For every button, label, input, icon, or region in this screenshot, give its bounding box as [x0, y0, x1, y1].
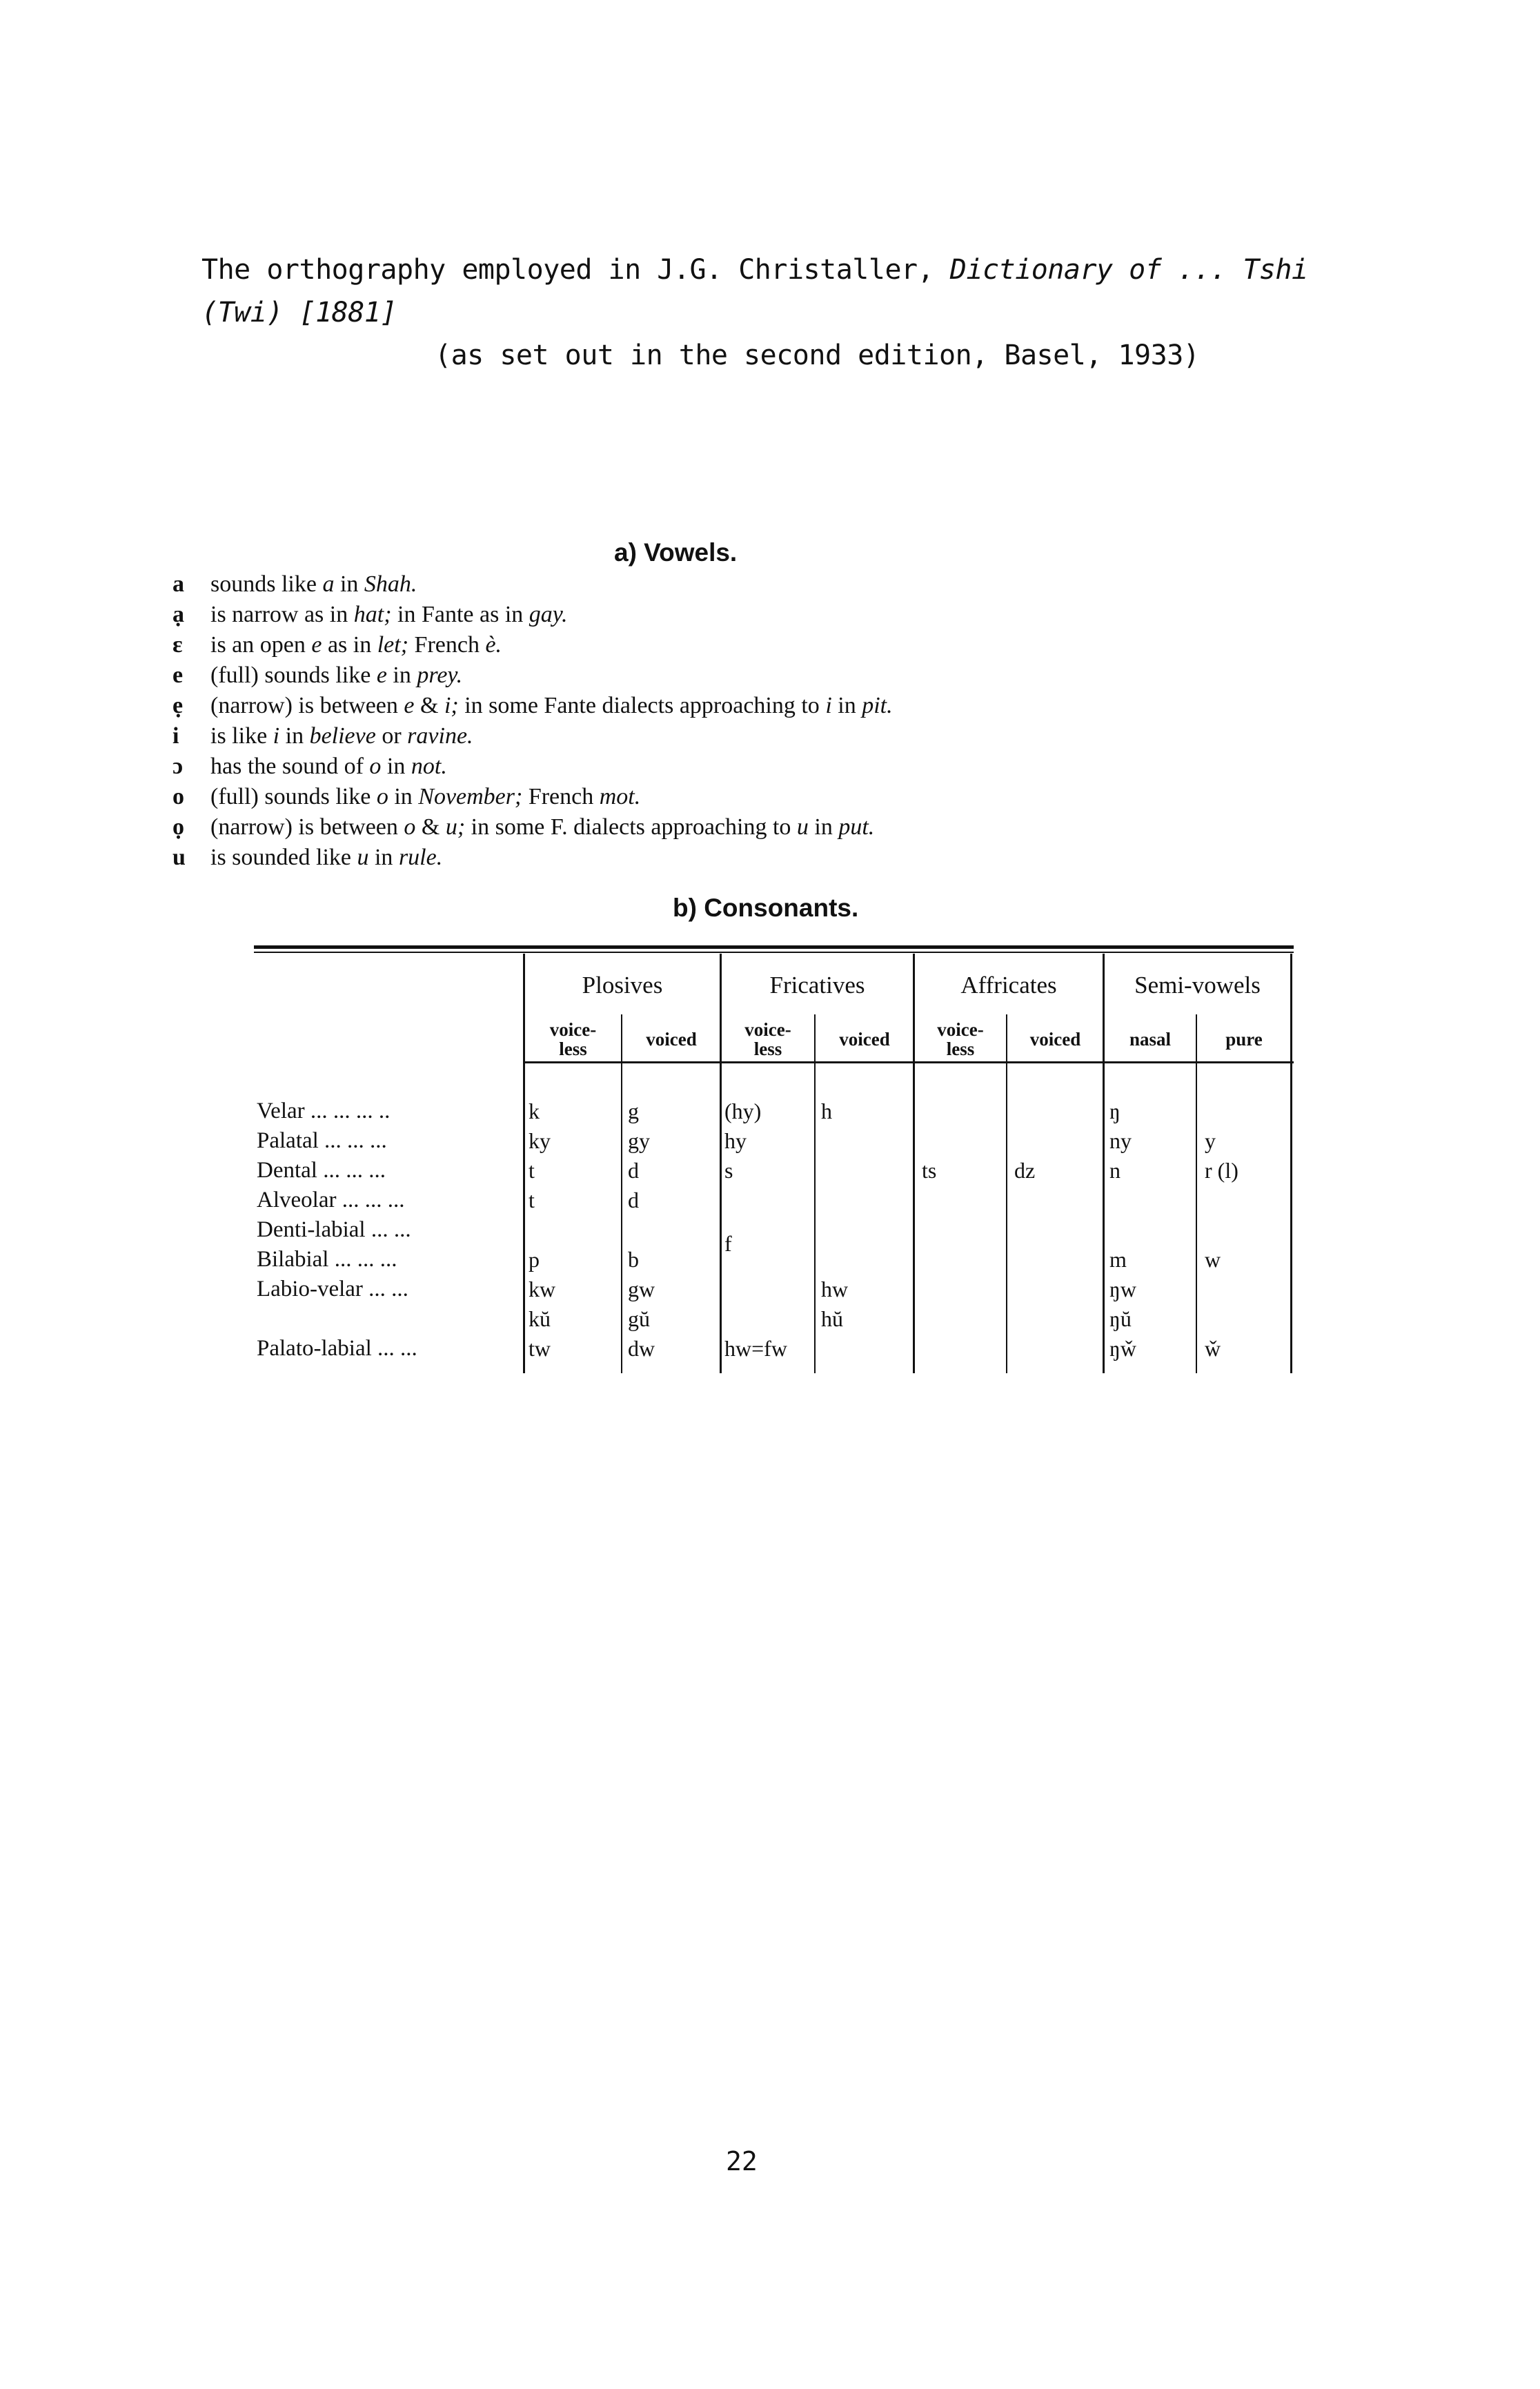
- col-divider: [1196, 1014, 1197, 1373]
- table-cell: t: [529, 1188, 535, 1212]
- vowel-description: sounds like a in Shah.: [210, 571, 417, 597]
- header-line-1: [201, 248, 1361, 334]
- vowel-description: (full) sounds like e in prey.: [210, 662, 463, 688]
- table-cell: m: [1109, 1247, 1127, 1272]
- table-cell: ny: [1109, 1128, 1132, 1153]
- group-head-plosives: Plosives: [582, 972, 663, 999]
- vowel-letter: a: [172, 571, 184, 597]
- page-number: 22: [726, 2146, 758, 2176]
- subhead-text: voice-: [937, 1019, 984, 1040]
- vowel-letter: ɛ: [172, 632, 183, 658]
- vowel-description: is narrow as in hat; in Fante as in gay.: [210, 602, 568, 627]
- col-divider: [621, 1014, 622, 1373]
- row-label: Labio-velar ... ...: [257, 1277, 408, 1301]
- subhead-text: voice-: [744, 1019, 791, 1040]
- subhead-fricatives-voiceless: [722, 1020, 814, 1059]
- row-label: Bilabial ... ... ...: [257, 1247, 397, 1272]
- table-cell: s: [724, 1158, 733, 1183]
- table-cell: n: [1109, 1158, 1121, 1183]
- vowel-list: [172, 569, 1345, 873]
- consonants-title: b) Consonants.: [673, 894, 859, 922]
- table-cell: f: [724, 1231, 732, 1256]
- subhead-text: voice-: [549, 1019, 597, 1040]
- table-top-rule: [254, 945, 1294, 949]
- col-divider: [523, 954, 525, 1373]
- table-cell: d: [628, 1188, 639, 1212]
- vowel-item: [172, 600, 1345, 630]
- subhead-affricates-voiceless: [915, 1020, 1006, 1059]
- subhead-text: less: [559, 1039, 587, 1059]
- col-divider: [720, 954, 722, 1373]
- row-label: Denti-labial ... ...: [257, 1217, 411, 1242]
- vowel-item: [172, 630, 1345, 660]
- subhead-fricatives-voiced: voiced: [839, 1029, 890, 1050]
- vowel-description: has the sound of o in not.: [210, 754, 447, 779]
- row-label: Velar ... ... ... ..: [257, 1099, 391, 1123]
- vowels-title: a) Vowels.: [614, 538, 738, 567]
- table-cell: (hy): [724, 1099, 762, 1123]
- table-cell: t: [529, 1158, 535, 1183]
- table-cell: w: [1205, 1247, 1221, 1272]
- table-cell: dw: [628, 1336, 655, 1361]
- table-cell: tw: [529, 1336, 551, 1361]
- table-top-rule-thin: [254, 952, 1294, 953]
- vowel-letter: e: [172, 662, 184, 688]
- table-cell: gw: [628, 1277, 655, 1301]
- col-divider: [1006, 1014, 1007, 1373]
- vowel-letter: ọ: [172, 814, 184, 840]
- table-cell: ŋw: [1109, 1277, 1136, 1301]
- group-head-semivowels: Semi-vowels: [1134, 972, 1261, 999]
- vowel-description: (narrow) is between o & u; in some F. dialects approaching to u in put.: [210, 814, 875, 840]
- col-divider: [814, 1014, 816, 1373]
- table-header-rule: [523, 1061, 1294, 1063]
- table-cell: gŭ: [628, 1306, 650, 1331]
- vowel-description: is like i in believe or ravine.: [210, 723, 473, 749]
- consonants-table: [254, 945, 1294, 1373]
- table-cell: hŭ: [821, 1306, 843, 1331]
- table-cell: h: [821, 1099, 832, 1123]
- table-cell: b: [628, 1247, 639, 1272]
- vowel-item: [172, 812, 1345, 843]
- table-cell: ky: [529, 1128, 551, 1153]
- vowel-letter: u: [172, 845, 186, 870]
- vowel-item: [172, 660, 1345, 691]
- vowel-letter: ạ: [172, 602, 184, 627]
- table-cell: ts: [922, 1158, 937, 1183]
- vowel-description: is an open e as in let; French è.: [210, 632, 502, 658]
- group-head-affricates: Affricates: [960, 972, 1057, 999]
- table-cell: ŋ: [1109, 1099, 1121, 1123]
- vowel-item: [172, 751, 1345, 782]
- table-cell: y: [1205, 1128, 1216, 1153]
- subhead-text: less: [946, 1039, 975, 1059]
- header-title-italic: Dictionary of ... Tshi (Twi) [1881]: [201, 254, 1308, 328]
- vowel-description: (narrow) is between e & i; in some Fante dialects approaching to i in pit.: [210, 693, 893, 718]
- table-cell: kŭ: [529, 1306, 551, 1331]
- table-cell: k: [529, 1099, 540, 1123]
- vowel-item: [172, 782, 1345, 812]
- table-cell: d: [628, 1158, 639, 1183]
- subhead-semivowels-nasal: nasal: [1129, 1029, 1172, 1050]
- col-divider: [913, 954, 915, 1373]
- table-cell: ŋw̌: [1109, 1336, 1136, 1361]
- table-cell: gy: [628, 1128, 650, 1153]
- page-header: [193, 248, 1352, 377]
- table-cell: ŋŭ: [1109, 1306, 1132, 1331]
- vowel-item: [172, 843, 1345, 873]
- row-label: Palatal ... ... ...: [257, 1128, 387, 1153]
- table-cell: hw=fw: [724, 1336, 787, 1361]
- vowel-letter: ɔ: [172, 754, 184, 779]
- table-cell: w̌: [1205, 1336, 1221, 1361]
- table-cell: dz: [1014, 1158, 1036, 1183]
- row-label: Palato-labial ... ...: [257, 1336, 417, 1361]
- header-line-2: (as set out in the second edition, Basel, 1933): [435, 340, 1200, 371]
- subhead-plosives-voiceless: [525, 1020, 621, 1059]
- col-divider: [1290, 954, 1292, 1373]
- table-cell: r (l): [1205, 1158, 1238, 1183]
- row-label: Alveolar ... ... ...: [257, 1188, 405, 1212]
- table-cell: p: [529, 1247, 540, 1272]
- table-cell: g: [628, 1099, 639, 1123]
- vowel-item: [172, 569, 1345, 600]
- vowel-letter: o: [172, 784, 184, 809]
- vowel-description: (full) sounds like o in November; French mot.: [210, 784, 641, 809]
- col-divider: [1103, 954, 1105, 1373]
- vowel-description: is sounded like u in rule.: [210, 845, 443, 870]
- subhead-affricates-voiced: voiced: [1029, 1029, 1081, 1050]
- vowel-item: [172, 691, 1345, 721]
- table-cell: hw: [821, 1277, 849, 1301]
- vowel-letter: i: [172, 723, 179, 749]
- subhead-text: less: [753, 1039, 782, 1059]
- subhead-semivowels-pure: pure: [1225, 1029, 1263, 1050]
- table-cell: hy: [724, 1128, 747, 1153]
- vowel-item: [172, 721, 1345, 751]
- group-head-fricatives: Fricatives: [769, 972, 865, 999]
- header-title-prefix: The orthography employed in J.G. Christaller,: [201, 254, 950, 286]
- row-label: Dental ... ... ...: [257, 1158, 386, 1183]
- subhead-plosives-voiced: voiced: [646, 1029, 697, 1050]
- table-cell: kw: [529, 1277, 556, 1301]
- vowel-letter: ẹ: [172, 693, 184, 718]
